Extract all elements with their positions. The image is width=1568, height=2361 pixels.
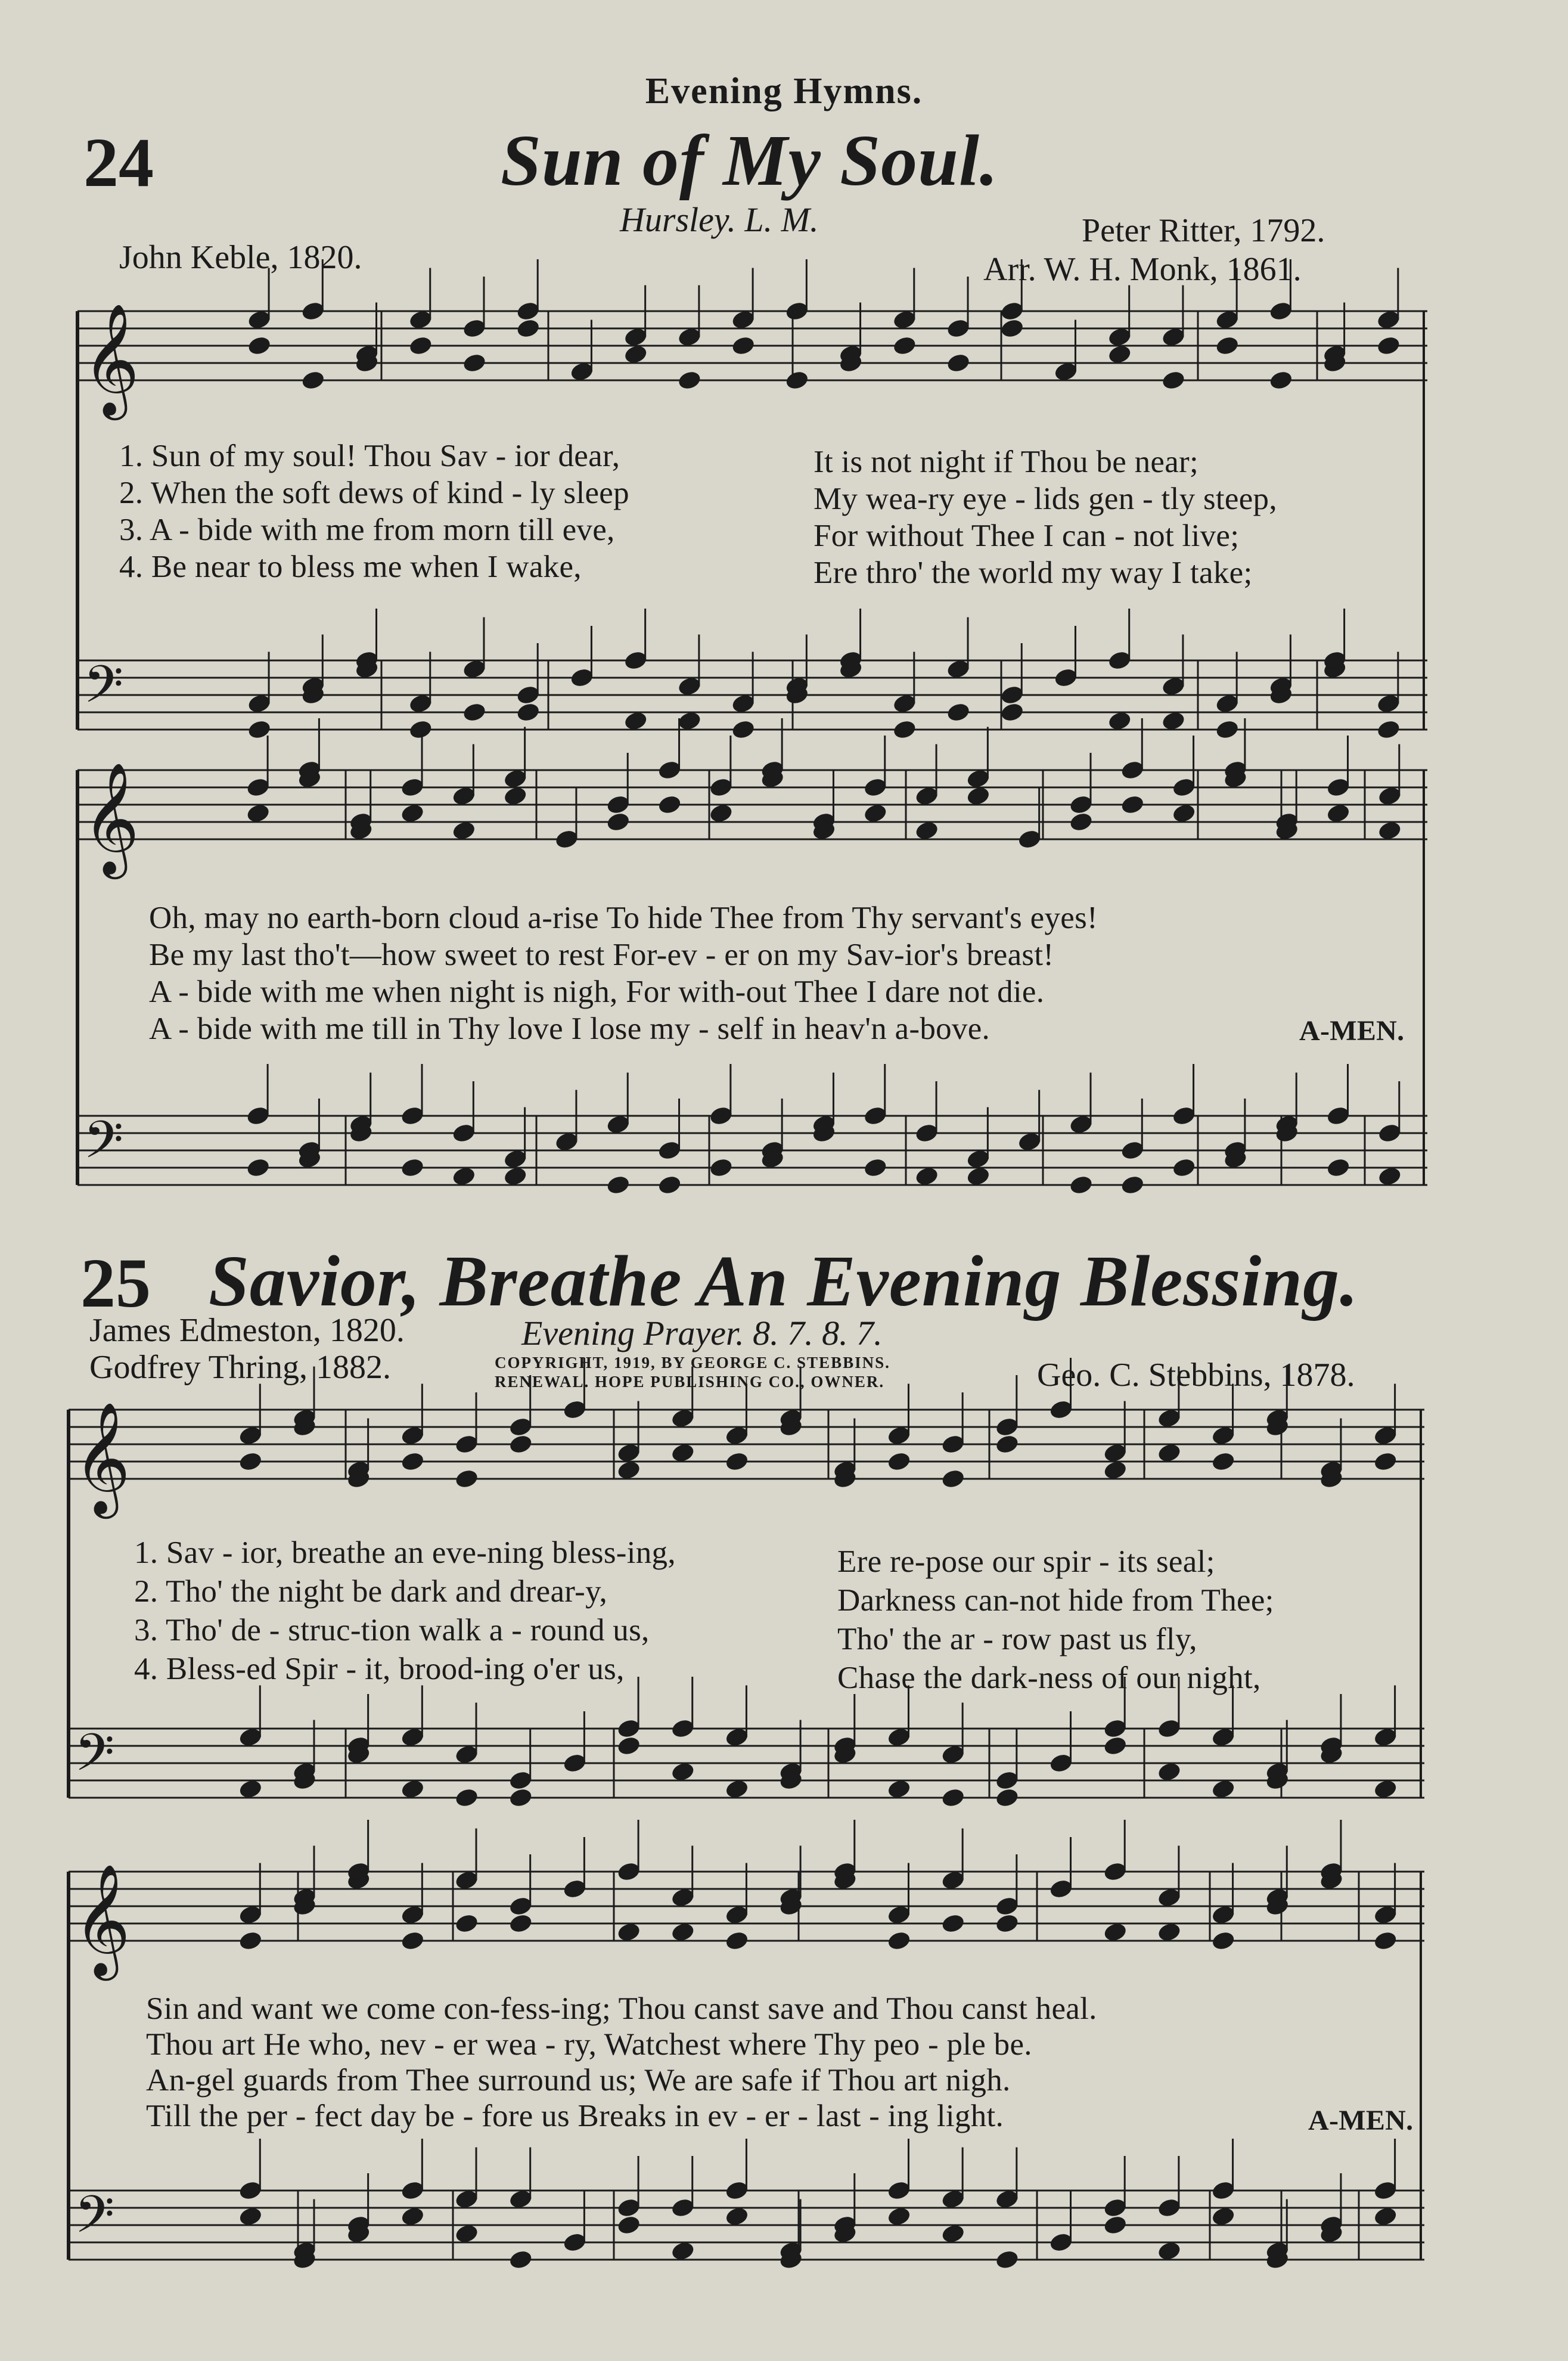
note-head xyxy=(246,1157,271,1179)
note-head xyxy=(731,719,756,741)
note-head xyxy=(670,2240,695,2262)
note-head xyxy=(940,2223,966,2245)
note-head xyxy=(1157,1761,1182,1783)
note-head xyxy=(946,352,971,374)
note-head xyxy=(1161,710,1187,732)
note-head xyxy=(1210,1930,1236,1952)
note-head xyxy=(731,335,756,357)
note-head xyxy=(238,1778,263,1800)
note-head xyxy=(502,785,528,807)
note-head xyxy=(940,1787,966,1809)
note-head xyxy=(400,2205,426,2227)
note-head xyxy=(1120,794,1145,816)
amen-label: A-MEN. xyxy=(1308,2105,1414,2136)
note-head xyxy=(1069,811,1094,833)
verse-line: Ere thro' the world my way I take; xyxy=(814,556,1253,590)
note-head xyxy=(1215,335,1240,357)
verse-line: Darkness can-not hide from Thee; xyxy=(837,1583,1274,1618)
note-head xyxy=(1103,1459,1128,1481)
clef-icon: 𝄞 xyxy=(82,762,139,874)
note-head xyxy=(886,2205,912,2227)
note-head xyxy=(1210,1778,1236,1800)
verse-line: 2. Tho' the night be dark and drear-y, xyxy=(134,1574,608,1609)
verse-line: A - bide with me when night is nigh, For with-out Thee I dare not die. xyxy=(149,975,1045,1009)
clef-icon: 𝄞 xyxy=(82,303,139,415)
note-head xyxy=(886,1778,912,1800)
note-head xyxy=(1373,1451,1398,1473)
note-head xyxy=(1325,1157,1351,1179)
note-head xyxy=(454,1787,480,1809)
section-header: Evening Hymns. xyxy=(645,71,923,111)
note-head xyxy=(677,710,703,732)
note-head xyxy=(1107,710,1132,732)
note-head xyxy=(999,318,1025,340)
verse-line: 1. Sav - ior, breathe an eve-ning bless-ing, xyxy=(134,1535,676,1570)
note-head xyxy=(300,370,326,392)
note-head xyxy=(454,1468,480,1490)
note-head xyxy=(677,370,703,392)
note-head xyxy=(451,1165,477,1187)
note-head xyxy=(606,1174,631,1196)
note-head xyxy=(408,335,433,357)
note-head xyxy=(238,1451,263,1473)
note-head xyxy=(995,1913,1020,1935)
note-head xyxy=(940,1913,966,1935)
note-head xyxy=(657,1174,682,1196)
author-credit: James Edmeston, 1820. xyxy=(89,1312,405,1349)
hymn-number: 24 xyxy=(83,123,154,201)
note-head xyxy=(724,2205,750,2227)
note-head xyxy=(1373,1930,1398,1952)
note-head xyxy=(657,794,682,816)
note-head xyxy=(400,1778,426,1800)
tune-name: Evening Prayer. 8. 7. 8. 7. xyxy=(521,1314,883,1352)
note-head xyxy=(724,1778,750,1800)
note-head xyxy=(1103,1921,1128,1943)
verse-line: 2. When the soft dews of kind - ly sleep xyxy=(119,476,629,510)
note-head xyxy=(606,811,631,833)
clef-icon: 𝄢 xyxy=(83,1110,124,1183)
verse-line: 3. Tho' de - struc-tion walk a - round us, xyxy=(134,1613,650,1648)
note-head xyxy=(1215,719,1240,741)
note-head xyxy=(1325,802,1351,824)
verse-line: 4. Bless-ed Spir - it, brood-ing o'er us, xyxy=(134,1652,625,1686)
note-head xyxy=(462,352,488,374)
note-head xyxy=(1120,1174,1145,1196)
note-head xyxy=(892,719,917,741)
note-head xyxy=(238,2205,263,2227)
note-head xyxy=(1171,1157,1197,1179)
note-head xyxy=(709,802,734,824)
note-head xyxy=(516,702,541,724)
note-head xyxy=(400,1451,426,1473)
note-head xyxy=(1103,1735,1128,1757)
clef-icon: 𝄢 xyxy=(74,2185,115,2257)
author-credit: John Keble, 1820. xyxy=(119,239,362,276)
note-head xyxy=(892,335,917,357)
arranger-credit: Arr. W. H. Monk, 1861. xyxy=(983,251,1302,288)
note-head xyxy=(616,1921,642,1943)
note-head xyxy=(670,1921,695,1943)
verse-line: 3. A - bide with me from morn till eve, xyxy=(119,513,615,547)
verse-line: 4. Be near to bless me when I wake, xyxy=(119,550,582,584)
note-head xyxy=(502,1165,528,1187)
note-head xyxy=(1069,1174,1094,1196)
note-head xyxy=(1107,343,1132,365)
note-head xyxy=(408,719,433,741)
composer-credit: Peter Ritter, 1792. xyxy=(1082,212,1325,249)
note-head xyxy=(508,1434,533,1456)
note-head xyxy=(508,1913,533,1935)
note-head xyxy=(995,1434,1020,1456)
verse-line: Chase the dark-ness of our night, xyxy=(837,1661,1261,1695)
note-head xyxy=(1268,370,1294,392)
note-head xyxy=(1157,1921,1182,1943)
note-head xyxy=(1376,719,1402,741)
clef-icon: 𝄢 xyxy=(74,1723,115,1795)
amen-label: A-MEN. xyxy=(1299,1015,1405,1047)
note-head xyxy=(940,1468,966,1490)
verse-line: Oh, may no earth-born cloud a-rise To hide Thee from Thy servant's eyes! xyxy=(149,901,1098,935)
copyright-line: RENEWAL. HOPE PUBLISHING CO., OWNER. xyxy=(495,1373,885,1391)
note-head xyxy=(623,343,648,365)
note-head xyxy=(724,1451,750,1473)
note-head xyxy=(995,2249,1020,2271)
note-head xyxy=(1210,2205,1236,2227)
copyright-line: COPYRIGHT, 1919, BY GEORGE C. STEBBINS. xyxy=(495,1354,890,1372)
author-credit-2: Godfrey Thring, 1882. xyxy=(89,1349,391,1386)
note-head xyxy=(914,820,940,842)
verse-line: Sin and want we come con-fess-ing; Thou canst save and Thou canst heal. xyxy=(146,1991,1097,2026)
note-head xyxy=(516,318,541,340)
note-head xyxy=(1373,1778,1398,1800)
note-head xyxy=(995,1787,1020,1809)
verse-line: An-gel guards from Thee surround us; We are safe if Thou art nigh. xyxy=(146,2063,1011,2098)
clef-icon: 𝄢 xyxy=(83,654,124,727)
verse-line: Thou art He who, nev - er wea - ry, Watchest where Thy peo - ple be. xyxy=(146,2027,1032,2062)
note-head xyxy=(454,2223,480,2245)
note-head xyxy=(965,1165,991,1187)
note-head xyxy=(946,702,971,724)
verse-line: 1. Sun of my soul! Thou Sav - ior dear, xyxy=(119,439,620,473)
note-head xyxy=(1157,2240,1182,2262)
note-head xyxy=(1103,2214,1128,2236)
note-head xyxy=(670,1761,695,1783)
verse-line: Tho' the ar - row past us fly, xyxy=(837,1622,1197,1656)
note-head xyxy=(246,802,271,824)
verse-line: My wea-ry eye - lids gen - tly steep, xyxy=(814,482,1277,516)
note-head xyxy=(724,1930,750,1952)
verse-line: A - bide with me till in Thy love I lose my - self in heav'n a-bove. xyxy=(149,1012,991,1046)
verse-line: For without Thee I can - not live; xyxy=(814,519,1240,553)
note-head xyxy=(451,820,477,842)
verse-line: Ere re-pose our spir - its seal; xyxy=(837,1544,1215,1579)
note-head xyxy=(623,710,648,732)
note-head xyxy=(862,802,888,824)
note-head xyxy=(670,1442,695,1464)
note-head xyxy=(508,2249,533,2271)
note-head xyxy=(508,1787,533,1809)
note-head xyxy=(1376,335,1402,357)
note-head xyxy=(862,1157,888,1179)
tune-name: Hursley. L. M. xyxy=(620,200,819,239)
hymn-title: Savior, Breathe An Evening Blessing. xyxy=(209,1241,1359,1321)
note-head xyxy=(1210,1451,1236,1473)
note-head xyxy=(709,1157,734,1179)
note-head xyxy=(1161,370,1187,392)
verse-line: Be my last tho't—how sweet to rest For-ev - er on my Sav-ior's breast! xyxy=(149,938,1054,972)
note-head xyxy=(454,1913,480,1935)
note-head xyxy=(1171,802,1197,824)
note-head xyxy=(999,702,1025,724)
note-head xyxy=(247,335,272,357)
note-head xyxy=(616,1735,642,1757)
note-head xyxy=(238,1930,263,1952)
note-head xyxy=(1373,2205,1398,2227)
note-head xyxy=(886,1451,912,1473)
hymn-title: Sun of My Soul. xyxy=(501,120,999,201)
note-head xyxy=(1377,820,1402,842)
note-head xyxy=(965,785,991,807)
clef-icon: 𝄞 xyxy=(73,1863,131,1976)
note-head xyxy=(616,2214,642,2236)
note-head xyxy=(616,1459,642,1481)
note-head xyxy=(462,702,488,724)
note-head xyxy=(400,1157,426,1179)
note-head xyxy=(886,1930,912,1952)
verse-line: It is not night if Thou be near; xyxy=(814,445,1198,479)
note-head xyxy=(784,370,810,392)
note-head xyxy=(400,1930,426,1952)
note-head xyxy=(914,1165,940,1187)
composer-credit: Geo. C. Stebbins, 1878. xyxy=(1037,1357,1355,1394)
hymn-number: 25 xyxy=(80,1244,151,1322)
note-head xyxy=(1157,1442,1182,1464)
note-head xyxy=(400,802,426,824)
verse-line: Till the per - fect day be - fore us Breaks in ev - er - last - ing light. xyxy=(146,2099,1004,2133)
note-head xyxy=(1377,1165,1402,1187)
clef-icon: 𝄞 xyxy=(73,1401,131,1514)
